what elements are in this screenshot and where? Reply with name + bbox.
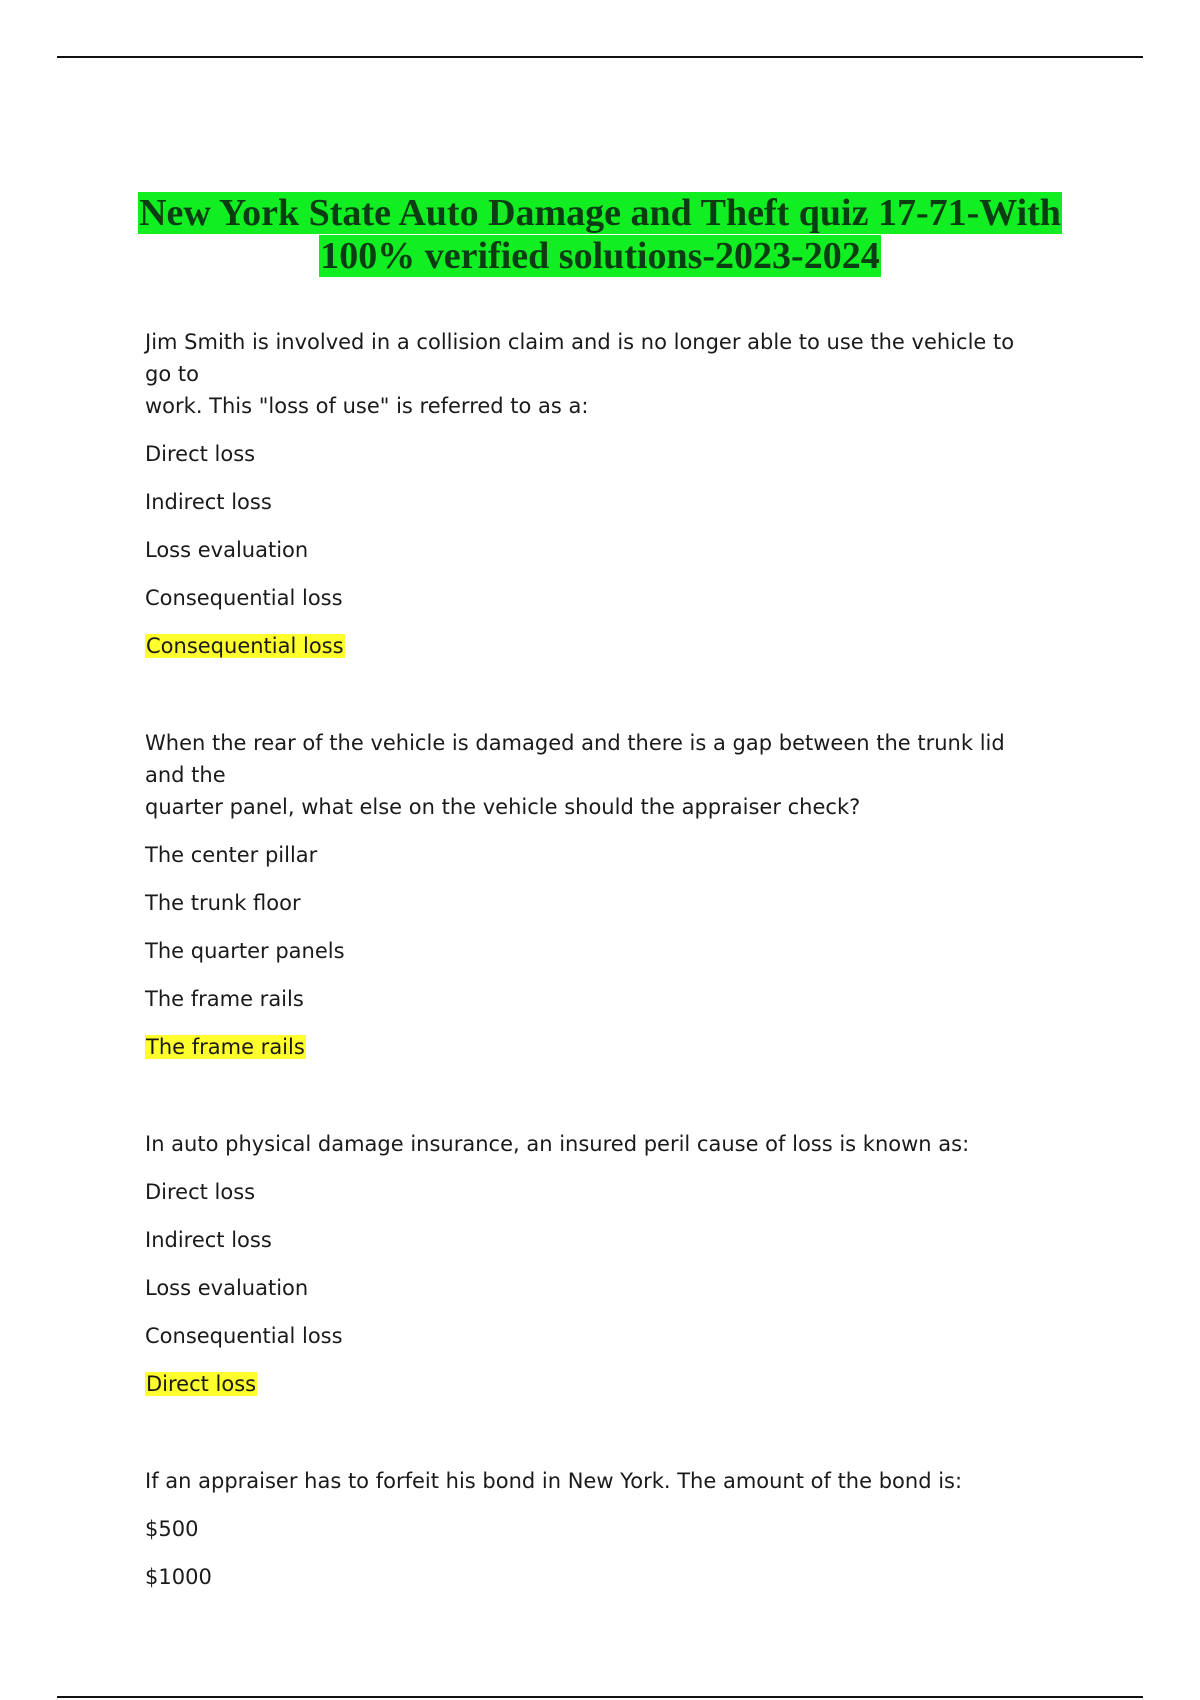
answer-option: Consequential loss (145, 586, 343, 610)
answer-option: Direct loss (145, 1180, 256, 1204)
correct-answer-highlight: Direct loss (146, 1372, 257, 1396)
answer-option: Indirect loss (145, 1228, 272, 1252)
bottom-rule (57, 1696, 1143, 1698)
answer-option: The frame rails (145, 987, 304, 1011)
question-text (145, 1128, 1045, 1160)
answer-option: The center pillar (145, 843, 318, 867)
question-block-3 (145, 1128, 1045, 1400)
question-line: work. This "loss of use" is referred to as a: (145, 394, 589, 418)
answer-option: Indirect loss (145, 490, 272, 514)
answer-option: The quarter panels (145, 939, 345, 963)
correct-answer (145, 1368, 1045, 1400)
question-line: quarter panel, what else on the vehicle should the appraiser check? (145, 795, 861, 819)
answer-option: Direct loss (145, 442, 256, 466)
question-text (145, 727, 1045, 823)
correct-answer-highlight: Consequential loss (146, 634, 344, 658)
answer-option: $500 (145, 1517, 199, 1541)
question-block-2 (145, 727, 1045, 1063)
question-text (145, 1465, 1045, 1497)
question-text (145, 326, 1045, 422)
answer-option: Loss evaluation (145, 538, 309, 562)
correct-answer-highlight: The frame rails (146, 1035, 305, 1059)
answer-option: Consequential loss (145, 1324, 343, 1348)
question-line: If an appraiser has to forfeit his bond in New York. The amount of the bond is: (145, 1469, 963, 1493)
top-rule (57, 56, 1143, 58)
document-title (0, 192, 1200, 278)
question-line: When the rear of the vehicle is damaged and there is a gap between the trunk lid and the (145, 731, 1005, 787)
question-block-4 (145, 1465, 1045, 1593)
quiz-content (145, 326, 1045, 1658)
correct-answer (145, 1031, 1045, 1063)
title-line-1: New York State Auto Damage and Theft quiz 17-71-With (139, 192, 1061, 234)
title-line-2: 100% verified solutions-2023-2024 (320, 235, 880, 277)
answer-option: Loss evaluation (145, 1276, 309, 1300)
question-line: In auto physical damage insurance, an insured peril cause of loss is known as: (145, 1132, 970, 1156)
answer-option: $1000 (145, 1565, 212, 1589)
question-block-1 (145, 326, 1045, 662)
answer-option: The trunk floor (145, 891, 301, 915)
correct-answer (145, 630, 1045, 662)
question-line: Jim Smith is involved in a collision claim and is no longer able to use the vehicle to go to (145, 330, 1015, 386)
